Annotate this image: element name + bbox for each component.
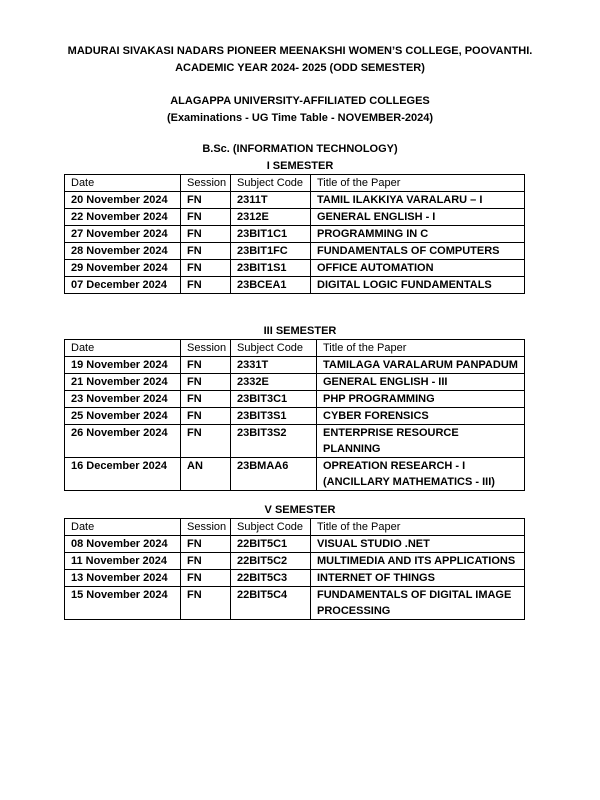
academic-year: ACADEMIC YEAR 2024- 2025 (ODD SEMESTER) [175, 62, 425, 74]
cell-date: 16 December 2024 [65, 458, 181, 491]
cell-date: 25 November 2024 [65, 408, 181, 425]
cell-session: FN [181, 192, 231, 209]
cell-session: FN [181, 570, 231, 587]
cell-date: 15 November 2024 [65, 587, 181, 620]
cell-title: FUNDAMENTALS OF DIGITAL IMAGE PROCESSING [311, 587, 525, 620]
cell-code: 23BIT3S1 [231, 408, 317, 425]
col-subject-code: Subject Code [231, 175, 311, 192]
cell-date: 11 November 2024 [65, 553, 181, 570]
cell-date: 20 November 2024 [65, 192, 181, 209]
cell-session: FN [181, 391, 231, 408]
col-title: Title of the Paper [311, 175, 525, 192]
cell-title: PHP PROGRAMMING [317, 391, 525, 408]
cell-title: OFFICE AUTOMATION [311, 260, 525, 277]
col-date: Date [65, 519, 181, 536]
cell-session: AN [181, 458, 231, 491]
col-date: Date [65, 175, 181, 192]
cell-session: FN [181, 553, 231, 570]
cell-code: 2311T [231, 192, 311, 209]
table-row [65, 243, 525, 260]
table-row [65, 192, 525, 209]
cell-code: 23BIT3C1 [231, 391, 317, 408]
cell-title: VISUAL STUDIO .NET [311, 536, 525, 553]
cell-code: 23BIT3S2 [231, 425, 317, 458]
table-row [65, 425, 525, 458]
table-header-row [65, 519, 525, 536]
programme-name: B.Sc. (INFORMATION TECHNOLOGY) [202, 143, 398, 155]
semester-5-section [0, 502, 600, 620]
university-name: ALAGAPPA UNIVERSITY-AFFILIATED COLLEGES [170, 95, 430, 107]
cell-date: 27 November 2024 [65, 226, 181, 243]
cell-code: 2312E [231, 209, 311, 226]
cell-code: 22BIT5C4 [231, 587, 311, 620]
cell-date: 23 November 2024 [65, 391, 181, 408]
cell-session: FN [181, 243, 231, 260]
cell-date: 28 November 2024 [65, 243, 181, 260]
table-row [65, 587, 525, 620]
table-row [65, 374, 525, 391]
table-header-row [65, 340, 525, 357]
cell-code: 22BIT5C2 [231, 553, 311, 570]
table-row [65, 570, 525, 587]
table-row [65, 226, 525, 243]
exam-title: (Examinations - UG Time Table - NOVEMBER-2024) [166, 112, 434, 124]
cell-title: TAMILAGA VARALARUM PANPADUM [317, 357, 525, 374]
cell-date: 13 November 2024 [65, 570, 181, 587]
cell-title: MULTIMEDIA AND ITS APPLICATIONS [311, 553, 525, 570]
cell-code: 23BIT1C1 [231, 226, 311, 243]
cell-title: INTERNET OF THINGS [311, 570, 525, 587]
table-row [65, 408, 525, 425]
cell-date: 07 December 2024 [65, 277, 181, 294]
cell-session: FN [181, 408, 231, 425]
cell-date: 26 November 2024 [65, 425, 181, 458]
col-title: Title of the Paper [317, 340, 525, 357]
cell-session: FN [181, 277, 231, 294]
cell-session: FN [181, 260, 231, 277]
semester-title: V SEMESTER [264, 504, 336, 516]
table-row [65, 391, 525, 408]
cell-code: 2332E [231, 374, 317, 391]
university-header [0, 93, 600, 127]
cell-date: 21 November 2024 [65, 374, 181, 391]
col-subject-code: Subject Code [231, 519, 311, 536]
cell-title: TAMIL ILAKKIYA VARALARU – I [311, 192, 525, 209]
cell-title: CYBER FORENSICS [317, 408, 525, 425]
cell-session: FN [181, 226, 231, 243]
cell-session: FN [181, 357, 231, 374]
col-title: Title of the Paper [311, 519, 525, 536]
table-row [65, 209, 525, 226]
timetable [64, 339, 525, 491]
cell-code: 23BIT1FC [231, 243, 311, 260]
col-session: Session [181, 175, 231, 192]
cell-code: 23BCEA1 [231, 277, 311, 294]
cell-title: ENTERPRISE RESOURCE PLANNING [317, 425, 525, 458]
cell-session: FN [181, 536, 231, 553]
timetable [64, 174, 525, 294]
semester-3-section [0, 323, 600, 491]
cell-date: 08 November 2024 [65, 536, 181, 553]
timetable [64, 518, 525, 620]
cell-title: GENERAL ENGLISH - I [311, 209, 525, 226]
college-header [0, 43, 600, 77]
cell-title: FUNDAMENTALS OF COMPUTERS [311, 243, 525, 260]
table-row [65, 553, 525, 570]
cell-code: 23BIT1S1 [231, 260, 311, 277]
col-subject-code: Subject Code [231, 340, 317, 357]
col-session: Session [181, 340, 231, 357]
table-row [65, 260, 525, 277]
cell-date: 22 November 2024 [65, 209, 181, 226]
cell-title: OPREATION RESEARCH - I (ANCILLARY MATHEMATICS - III) [317, 458, 525, 491]
cell-session: FN [181, 374, 231, 391]
programme-header [0, 141, 600, 158]
cell-code: 22BIT5C3 [231, 570, 311, 587]
cell-code: 22BIT5C1 [231, 536, 311, 553]
cell-date: 19 November 2024 [65, 357, 181, 374]
table-row [65, 357, 525, 374]
cell-title: GENERAL ENGLISH - III [317, 374, 525, 391]
table-row [65, 458, 525, 491]
col-session: Session [181, 519, 231, 536]
semester-title: I SEMESTER [266, 160, 334, 172]
cell-title: DIGITAL LOGIC FUNDAMENTALS [311, 277, 525, 294]
cell-session: FN [181, 587, 231, 620]
cell-code: 2331T [231, 357, 317, 374]
cell-session: FN [181, 209, 231, 226]
table-row [65, 536, 525, 553]
cell-date: 29 November 2024 [65, 260, 181, 277]
college-name: MADURAI SIVAKASI NADARS PIONEER MEENAKSHI WOMEN’S COLLEGE, POOVANTHI. [67, 45, 533, 57]
cell-code: 23BMAA6 [231, 458, 317, 491]
table-row [65, 277, 525, 294]
col-date: Date [65, 340, 181, 357]
table-header-row [65, 175, 525, 192]
semester-1-section [0, 158, 600, 294]
cell-session: FN [181, 425, 231, 458]
cell-title: PROGRAMMING IN C [311, 226, 525, 243]
semester-title: III SEMESTER [263, 325, 337, 337]
